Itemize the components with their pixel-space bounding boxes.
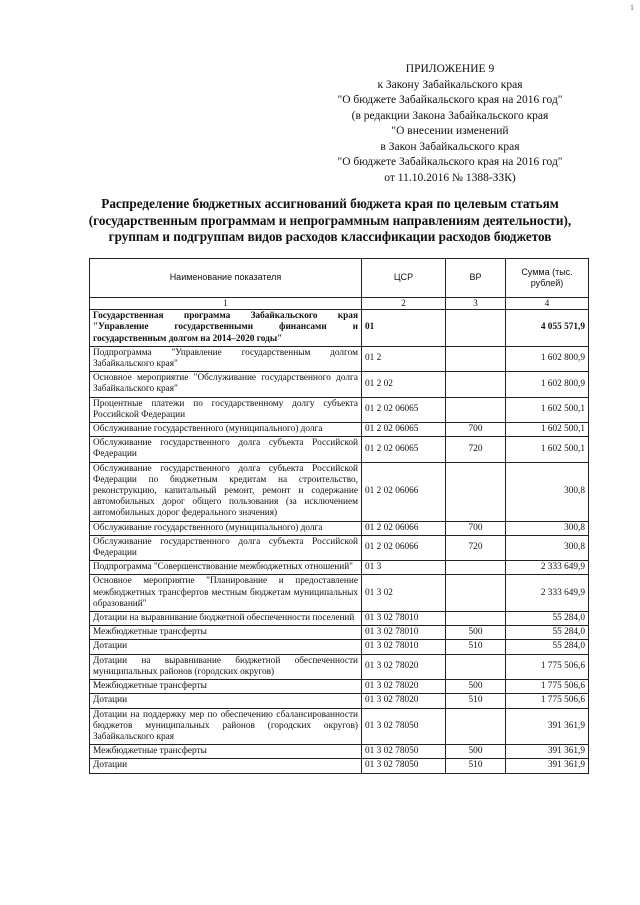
row-csr: 01 2 02 06066 bbox=[362, 521, 446, 535]
column-number: 1 bbox=[90, 298, 362, 310]
row-vr bbox=[446, 372, 506, 397]
row-sum: 1 775 506,6 bbox=[506, 694, 589, 708]
row-sum: 55 284,0 bbox=[506, 626, 589, 640]
appendix-line: в Закон Забайкальского края bbox=[380, 140, 520, 153]
row-csr: 01 3 02 78020 bbox=[362, 694, 446, 708]
table-row bbox=[90, 680, 589, 694]
row-csr: 01 3 02 78050 bbox=[362, 708, 446, 745]
header-vr: ВР bbox=[446, 259, 506, 298]
column-number: 2 bbox=[362, 298, 446, 310]
row-csr: 01 bbox=[362, 310, 446, 347]
row-csr: 01 3 02 78050 bbox=[362, 745, 446, 759]
row-vr: 720 bbox=[446, 437, 506, 462]
row-sum: 55 284,0 bbox=[506, 612, 589, 626]
row-csr: 01 3 02 78010 bbox=[362, 626, 446, 640]
row-sum: 1 602 500,1 bbox=[506, 397, 589, 422]
appendix-line: (в редакции Закона Забайкальского края bbox=[351, 109, 549, 122]
row-sum: 1 602 500,1 bbox=[506, 437, 589, 462]
row-name: Дотации bbox=[90, 759, 362, 773]
row-sum: 300,8 bbox=[506, 521, 589, 535]
row-sum: 300,8 bbox=[506, 535, 589, 560]
row-name: Дотации на выравнивание бюджетной обеспеченности муниципальных районов (городских округов) bbox=[90, 654, 362, 679]
table-row bbox=[90, 575, 589, 612]
row-vr: 700 bbox=[446, 423, 506, 437]
row-name: Дотации bbox=[90, 694, 362, 708]
row-name: Дотации bbox=[90, 640, 362, 654]
table-row bbox=[90, 521, 589, 535]
row-csr: 01 3 02 78020 bbox=[362, 680, 446, 694]
table-row bbox=[90, 708, 589, 745]
column-number-row bbox=[90, 298, 589, 310]
row-name: Обслуживание государственного долга субъекта Российской Федерации bbox=[90, 535, 362, 560]
row-name: Межбюджетные трансферты bbox=[90, 680, 362, 694]
row-vr bbox=[446, 708, 506, 745]
row-sum: 55 284,0 bbox=[506, 640, 589, 654]
table-row bbox=[90, 759, 589, 773]
appendix-line: к Закону Забайкальского края bbox=[377, 78, 523, 91]
title-line: Распределение бюджетных ассигнований бюджета края по целевым статьям bbox=[101, 196, 559, 211]
row-vr: 510 bbox=[446, 759, 506, 773]
row-vr: 500 bbox=[446, 745, 506, 759]
row-sum: 1 775 506,6 bbox=[506, 680, 589, 694]
column-number: 3 bbox=[446, 298, 506, 310]
row-sum: 2 333 649,9 bbox=[506, 575, 589, 612]
budget-table bbox=[89, 258, 589, 774]
table-row bbox=[90, 640, 589, 654]
table-row bbox=[90, 437, 589, 462]
appendix-line: ПРИЛОЖЕНИЕ 9 bbox=[405, 63, 495, 75]
row-csr: 01 3 02 78010 bbox=[362, 612, 446, 626]
row-name: Подпрограмма "Управление государственным долгом Забайкальского края" bbox=[90, 346, 362, 371]
page-number: 1 bbox=[630, 3, 634, 12]
row-vr bbox=[446, 397, 506, 422]
row-csr: 01 2 02 06065 bbox=[362, 437, 446, 462]
table-row bbox=[90, 654, 589, 679]
row-sum: 391 361,9 bbox=[506, 708, 589, 745]
row-name: Основное мероприятие "Обслуживание государственного долга Забайкальского края" bbox=[90, 372, 362, 397]
table-row bbox=[90, 694, 589, 708]
row-sum: 1 602 800,9 bbox=[506, 346, 589, 371]
row-csr: 01 2 02 06066 bbox=[362, 462, 446, 521]
row-csr: 01 2 02 06065 bbox=[362, 423, 446, 437]
row-vr: 700 bbox=[446, 521, 506, 535]
appendix-header bbox=[300, 62, 600, 186]
table-row bbox=[90, 626, 589, 640]
row-csr: 01 2 02 06065 bbox=[362, 397, 446, 422]
row-csr: 01 3 02 78050 bbox=[362, 759, 446, 773]
header-sum: Сумма (тыс. рублей) bbox=[506, 259, 589, 298]
row-vr bbox=[446, 612, 506, 626]
row-sum: 4 055 571,9 bbox=[506, 310, 589, 347]
row-name: Обслуживание государственного (муниципального) долга bbox=[90, 423, 362, 437]
appendix-line: "О бюджете Забайкальского края на 2016 год" bbox=[337, 156, 563, 168]
title-line: группам и подгруппам видов расходов классификации расходов бюджетов bbox=[108, 229, 552, 244]
row-name: Обслуживание государственного долга субъекта Российской Федерации bbox=[90, 437, 362, 462]
header-name: Наименование показателя bbox=[90, 259, 362, 298]
row-vr bbox=[446, 654, 506, 679]
row-sum: 1 602 500,1 bbox=[506, 423, 589, 437]
table-row bbox=[90, 346, 589, 371]
table-row bbox=[90, 423, 589, 437]
appendix-line: "О бюджете Забайкальского края на 2016 год" bbox=[337, 94, 563, 106]
table-header-row bbox=[90, 259, 589, 298]
row-sum: 391 361,9 bbox=[506, 759, 589, 773]
table-row bbox=[90, 372, 589, 397]
row-sum: 1 775 506,6 bbox=[506, 654, 589, 679]
table-row bbox=[90, 561, 589, 575]
row-name: Обслуживание государственного долга субъекта Российской Федерации по бюджетным кредитам на строительство, реконструкцию, капитальный ремонт, ремонт и содержание автомобильных дорог общего пользования (за исключением автомобильных дорог федерального значения) bbox=[90, 462, 362, 521]
table-row bbox=[90, 462, 589, 521]
row-name: Обслуживание государственного (муниципального) долга bbox=[90, 521, 362, 535]
row-vr bbox=[446, 462, 506, 521]
row-vr: 500 bbox=[446, 680, 506, 694]
row-vr: 510 bbox=[446, 640, 506, 654]
row-csr: 01 2 02 bbox=[362, 372, 446, 397]
row-vr bbox=[446, 575, 506, 612]
table-row bbox=[90, 397, 589, 422]
title-line: (государственным программам и непрограммным направлениям деятельности), bbox=[88, 212, 572, 228]
row-vr bbox=[446, 346, 506, 371]
appendix-line: "О внесении изменений bbox=[391, 125, 509, 137]
table-row bbox=[90, 535, 589, 560]
row-csr: 01 2 02 06066 bbox=[362, 535, 446, 560]
row-vr: 720 bbox=[446, 535, 506, 560]
row-name: Дотации на поддержку мер по обеспечению сбалансированности бюджетов муниципальных районов (городских округов) Забайкальского края bbox=[90, 708, 362, 745]
row-vr bbox=[446, 310, 506, 347]
row-name: Процентные платежи по государственному долгу субъекта Российской Федерации bbox=[90, 397, 362, 422]
row-sum: 2 333 649,9 bbox=[506, 561, 589, 575]
table-row bbox=[90, 310, 589, 347]
row-csr: 01 2 bbox=[362, 346, 446, 371]
row-csr: 01 3 02 bbox=[362, 575, 446, 612]
row-vr: 500 bbox=[446, 626, 506, 640]
row-name: Основное мероприятие "Планирование и предоставление межбюджетных трансфертов местным бюджетам муниципальных образований" bbox=[90, 575, 362, 612]
column-number: 4 bbox=[506, 298, 589, 310]
table-row bbox=[90, 745, 589, 759]
row-vr: 510 bbox=[446, 694, 506, 708]
row-sum: 1 602 800,9 bbox=[506, 372, 589, 397]
row-name: Межбюджетные трансферты bbox=[90, 745, 362, 759]
row-sum: 391 361,9 bbox=[506, 745, 589, 759]
appendix-line: от 11.10.2016 № 1388-ЗЗК) bbox=[384, 171, 516, 184]
row-name: Государственная программа Забайкальского края "Управление государственными финансами и государственным долгом на 2014–2020 годы" bbox=[90, 310, 362, 347]
row-csr: 01 3 02 78020 bbox=[362, 654, 446, 679]
row-vr bbox=[446, 561, 506, 575]
row-name: Дотации на выравнивание бюджетной обеспеченности поселений bbox=[90, 612, 362, 626]
row-csr: 01 3 02 78010 bbox=[362, 640, 446, 654]
row-name: Межбюджетные трансферты bbox=[90, 626, 362, 640]
header-csr: ЦСР bbox=[362, 259, 446, 298]
row-name: Подпрограмма "Совершенствование межбюджетных отношений" bbox=[90, 561, 362, 575]
row-sum: 300,8 bbox=[506, 462, 589, 521]
row-csr: 01 3 bbox=[362, 561, 446, 575]
table-row bbox=[90, 612, 589, 626]
document-title bbox=[70, 196, 590, 246]
